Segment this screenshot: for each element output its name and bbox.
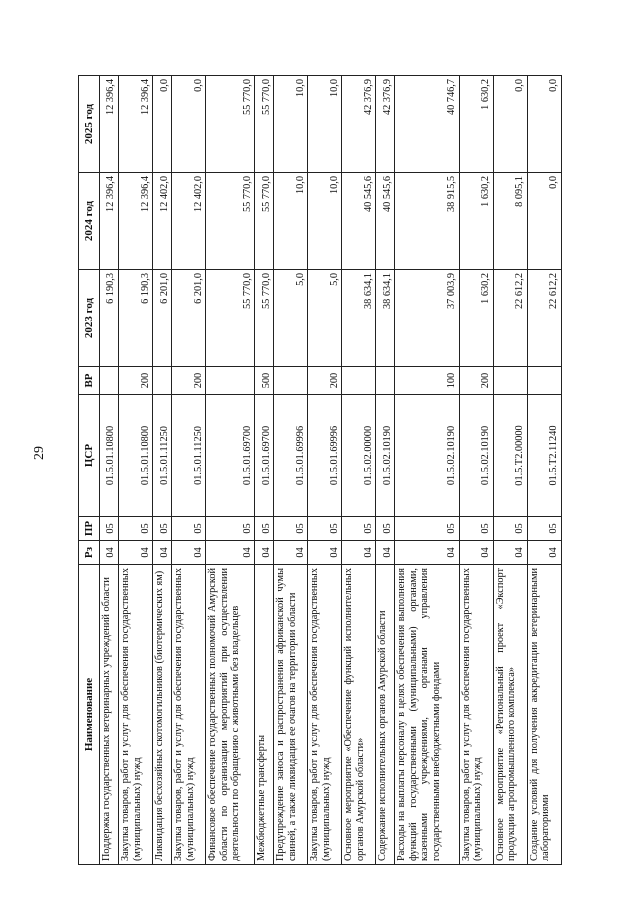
table-row xyxy=(153,76,172,865)
cell-pr: 05 xyxy=(342,517,376,541)
cell-vr: 200 xyxy=(118,367,152,395)
header-2025: 2025 год xyxy=(79,76,100,173)
cell-name: Финансовое обеспечение государственных полномочий Амурской области по организации мероприятий при осуществлении деятельности по обращению с животными без владельцев xyxy=(206,565,255,865)
table-row xyxy=(527,76,561,865)
cell-pr: 05 xyxy=(527,517,561,541)
cell-vr xyxy=(493,367,527,395)
cell-csr: 01.5.01.69996 xyxy=(308,395,342,517)
cell-y2024: 55 770,0 xyxy=(206,173,255,270)
table-row xyxy=(100,76,119,865)
cell-y2025: 42 376,9 xyxy=(342,76,376,173)
cell-y2023: 37 003,9 xyxy=(395,270,459,367)
cell-rz: 04 xyxy=(459,541,493,565)
cell-y2025: 1 630,2 xyxy=(459,76,493,173)
table-header-row xyxy=(79,76,100,865)
cell-y2025: 10,0 xyxy=(308,76,342,173)
cell-csr: 01.5.Т2.11240 xyxy=(527,395,561,517)
cell-csr: 01.5.01.69700 xyxy=(206,395,255,517)
cell-rz: 04 xyxy=(118,541,152,565)
cell-csr: 01.5.02.10190 xyxy=(395,395,459,517)
cell-rz: 04 xyxy=(274,541,308,565)
cell-csr: 01.5.01.11250 xyxy=(172,395,206,517)
cell-csr: 01.5.02.00000 xyxy=(342,395,376,517)
table-row xyxy=(342,76,376,865)
cell-y2025: 12 396,4 xyxy=(100,76,119,173)
cell-vr xyxy=(100,367,119,395)
table-row xyxy=(459,76,493,865)
table-row xyxy=(308,76,342,865)
cell-rz: 04 xyxy=(376,541,395,565)
cell-name: Основное мероприятие «Региональный проект «Экспорт продукции агропромышленного комплекса» xyxy=(493,565,527,865)
header-2023: 2023 год xyxy=(79,270,100,367)
cell-csr: 01.5.01.69700 xyxy=(255,395,274,517)
cell-y2025: 0,0 xyxy=(493,76,527,173)
cell-name: Закупка товаров, работ и услуг для обеспечения государственных (муниципальных) нужд xyxy=(459,565,493,865)
cell-pr: 05 xyxy=(153,517,172,541)
cell-y2024: 0,0 xyxy=(527,173,561,270)
cell-pr: 05 xyxy=(255,517,274,541)
cell-y2024: 12 396,4 xyxy=(118,173,152,270)
cell-y2023: 55 770,0 xyxy=(255,270,274,367)
cell-csr: 01.5.01.10800 xyxy=(100,395,119,517)
table-row xyxy=(395,76,459,865)
cell-y2024: 38 915,5 xyxy=(395,173,459,270)
cell-vr: 200 xyxy=(308,367,342,395)
cell-vr xyxy=(342,367,376,395)
cell-rz: 04 xyxy=(395,541,459,565)
table-row xyxy=(493,76,527,865)
budget-table xyxy=(78,75,562,865)
cell-name: Расходы на выплаты персоналу в целях обеспечения выполнения функций государственными (муниципальными) органами, казенными учреждениями, органами управления государственными внебюджетными фондами xyxy=(395,565,459,865)
cell-y2024: 12 402,0 xyxy=(153,173,172,270)
budget-table-container xyxy=(78,75,562,865)
cell-y2025: 40 746,7 xyxy=(395,76,459,173)
cell-pr: 05 xyxy=(493,517,527,541)
cell-y2023: 6 201,0 xyxy=(172,270,206,367)
cell-pr: 05 xyxy=(395,517,459,541)
cell-y2024: 40 545,6 xyxy=(342,173,376,270)
cell-name: Создание условий для получения аккредитации ветеринарными лабораториями xyxy=(527,565,561,865)
header-2024: 2024 год xyxy=(79,173,100,270)
cell-y2023: 6 201,0 xyxy=(153,270,172,367)
cell-vr xyxy=(274,367,308,395)
cell-y2023: 5,0 xyxy=(274,270,308,367)
cell-rz: 04 xyxy=(493,541,527,565)
cell-vr xyxy=(153,367,172,395)
cell-y2024: 1 630,2 xyxy=(459,173,493,270)
cell-y2025: 10,0 xyxy=(274,76,308,173)
cell-vr: 200 xyxy=(172,367,206,395)
cell-pr: 05 xyxy=(274,517,308,541)
table-row xyxy=(118,76,152,865)
cell-csr: 01.5.01.11250 xyxy=(153,395,172,517)
cell-name: Межбюджетные трансферты xyxy=(255,565,274,865)
cell-rz: 04 xyxy=(206,541,255,565)
cell-csr: 01.5.01.69996 xyxy=(274,395,308,517)
cell-pr: 05 xyxy=(459,517,493,541)
cell-pr: 05 xyxy=(172,517,206,541)
cell-rz: 04 xyxy=(342,541,376,565)
table-row xyxy=(376,76,395,865)
cell-csr: 01.5.02.10190 xyxy=(459,395,493,517)
cell-pr: 05 xyxy=(376,517,395,541)
cell-vr: 200 xyxy=(459,367,493,395)
header-rz: Рз xyxy=(79,541,100,565)
cell-pr: 05 xyxy=(308,517,342,541)
cell-y2025: 0,0 xyxy=(153,76,172,173)
cell-rz: 04 xyxy=(527,541,561,565)
cell-y2023: 6 190,3 xyxy=(100,270,119,367)
cell-y2025: 0,0 xyxy=(172,76,206,173)
cell-vr: 500 xyxy=(255,367,274,395)
cell-y2023: 22 612,2 xyxy=(493,270,527,367)
cell-y2023: 55 770,0 xyxy=(206,270,255,367)
table-row xyxy=(255,76,274,865)
cell-pr: 05 xyxy=(206,517,255,541)
cell-pr: 05 xyxy=(118,517,152,541)
cell-name: Основное мероприятие «Обеспечение функций исполнительных органов Амурской области» xyxy=(342,565,376,865)
cell-rz: 04 xyxy=(100,541,119,565)
cell-y2023: 1 630,2 xyxy=(459,270,493,367)
header-pr: ПР xyxy=(79,517,100,541)
cell-rz: 04 xyxy=(308,541,342,565)
table-row xyxy=(172,76,206,865)
cell-y2024: 10,0 xyxy=(274,173,308,270)
cell-y2025: 12 396,4 xyxy=(118,76,152,173)
cell-csr: 01.5.Т2.00000 xyxy=(493,395,527,517)
cell-name: Поддержка государственных ветеринарных учреждений области xyxy=(100,565,119,865)
cell-y2025: 55 770,0 xyxy=(206,76,255,173)
cell-vr xyxy=(527,367,561,395)
page-number: 29 xyxy=(32,446,47,460)
cell-name: Предупреждение заноса и распространения африканской чумы свиней, а также ликвидация ее очагов на территории области xyxy=(274,565,308,865)
cell-pr: 05 xyxy=(100,517,119,541)
cell-name: Закупка товаров, работ и услуг для обеспечения государственных (муниципальных) нужд xyxy=(308,565,342,865)
cell-y2024: 12 396,4 xyxy=(100,173,119,270)
cell-y2024: 12 402,0 xyxy=(172,173,206,270)
cell-vr xyxy=(206,367,255,395)
cell-y2023: 22 612,2 xyxy=(527,270,561,367)
header-csr: ЦСР xyxy=(79,395,100,517)
header-name: Наименование xyxy=(79,565,100,865)
cell-y2023: 38 634,1 xyxy=(376,270,395,367)
cell-name: Ликвидация бесхозяйных скотомогильников (биотермических ям) xyxy=(153,565,172,865)
cell-y2024: 10,0 xyxy=(308,173,342,270)
cell-y2024: 40 545,6 xyxy=(376,173,395,270)
cell-y2023: 6 190,3 xyxy=(118,270,152,367)
cell-name: Содержание исполнительных органов Амурской области xyxy=(376,565,395,865)
cell-vr: 100 xyxy=(395,367,459,395)
cell-y2025: 0,0 xyxy=(527,76,561,173)
cell-y2024: 55 770,0 xyxy=(255,173,274,270)
cell-name: Закупка товаров, работ и услуг для обеспечения государственных (муниципальных) нужд xyxy=(118,565,152,865)
table-row xyxy=(206,76,255,865)
cell-vr xyxy=(376,367,395,395)
cell-name: Закупка товаров, работ и услуг для обеспечения государственных (муниципальных) нужд xyxy=(172,565,206,865)
header-vr: ВР xyxy=(79,367,100,395)
cell-csr: 01.5.01.10800 xyxy=(118,395,152,517)
cell-rz: 04 xyxy=(153,541,172,565)
table-row xyxy=(274,76,308,865)
cell-y2023: 5,0 xyxy=(308,270,342,367)
cell-y2024: 8 095,1 xyxy=(493,173,527,270)
cell-y2023: 38 634,1 xyxy=(342,270,376,367)
cell-y2025: 42 376,9 xyxy=(376,76,395,173)
cell-rz: 04 xyxy=(172,541,206,565)
cell-y2025: 55 770,0 xyxy=(255,76,274,173)
cell-csr: 01.5.02.10190 xyxy=(376,395,395,517)
cell-rz: 04 xyxy=(255,541,274,565)
